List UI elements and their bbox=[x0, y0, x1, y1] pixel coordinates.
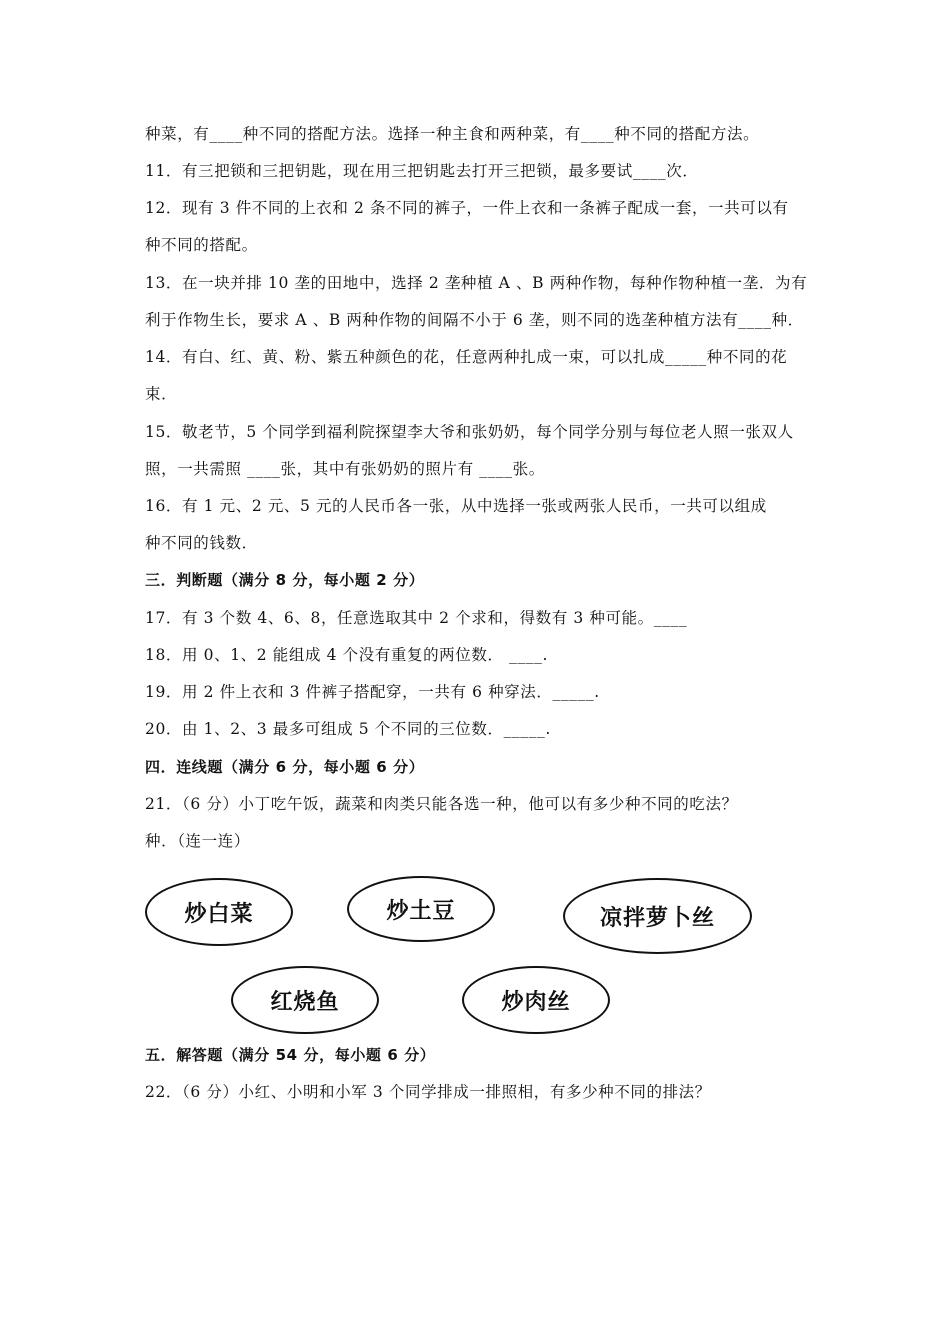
dish-oval-hongshao-yu[interactable]: 红烧鱼 bbox=[231, 966, 379, 1034]
question-21-cont: 种．（连一连） bbox=[145, 832, 250, 850]
question-16: 16．有 1 元、2 元、5 元的人民币各一张，从中选择一张或两张人民币，一共可以组成 bbox=[145, 497, 767, 515]
question-15-cont: 照，一共需照 ____张，其中有张奶奶的照片有 ____张。 bbox=[145, 460, 545, 478]
question-14: 14．有白、红、黄、粉、紫五种颜色的花，任意两种扎成一束，可以扎成_____种不同的花 bbox=[145, 348, 788, 366]
question-11: 11．有三把锁和三把钥匙，现在用三把钥匙去打开三把锁，最多要试____次． bbox=[145, 162, 699, 180]
question-19: 19．用 2 件上衣和 3 件裤子搭配穿，一共有 6 种穿法．_____. bbox=[145, 683, 600, 701]
question-12: 12．现有 3 件不同的上衣和 2 条不同的裤子，一件上衣和一条裤子配成一套，一共可以有 bbox=[145, 199, 789, 217]
dish-oval-chao-rousi[interactable]: 炒肉丝 bbox=[462, 966, 610, 1034]
dish-oval-chao-baicai[interactable]: 炒白菜 bbox=[145, 878, 293, 946]
question-18: 18．用 0、1、2 能组成 4 个没有重复的两位数． ____. bbox=[145, 646, 549, 664]
question-16-cont: 种不同的钱数． bbox=[145, 534, 258, 552]
dish-oval-liangban-luobosi[interactable]: 凉拌萝卜丝 bbox=[563, 878, 752, 954]
section-4-heading: 四．连线题（满分 6 分，每小题 6 分） bbox=[145, 758, 425, 776]
question-15: 15．敬老节，5 个同学到福利院探望李大爷和张奶奶，每个同学分别与每位老人照一张双人 bbox=[145, 423, 794, 441]
question-14-cont: 束． bbox=[145, 385, 178, 403]
question-20: 20．由 1、2、3 最多可组成 5 个不同的三位数．_____. bbox=[145, 720, 551, 738]
question-13: 13．在一块并排 10 垄的田地中，选择 2 垄种植 A 、B 两种作物，每种作物种植一垄．为有 bbox=[145, 274, 808, 292]
dish-oval-chao-tudou[interactable]: 炒土豆 bbox=[347, 876, 495, 942]
question-12-cont: 种不同的搭配。 bbox=[145, 236, 258, 254]
question-17: 17．有 3 个数 4、6、8，任意选取其中 2 个求和，得数有 3 种可能。____ bbox=[145, 609, 688, 627]
section-5-heading: 五．解答题（满分 54 分，每小题 6 分） bbox=[145, 1046, 436, 1064]
section-3-heading: 三．判断题（满分 8 分，每小题 2 分） bbox=[145, 571, 425, 589]
question-13-cont: 利于作物生长，要求 A 、B 两种作物的间隔不小于 6 垄，则不同的选垄种植方法有____种． bbox=[145, 311, 804, 329]
line-0: 种菜，有____种不同的搭配方法。选择一种主食和两种菜，有____种不同的搭配方法。 bbox=[145, 125, 760, 143]
question-22: 22．（6 分）小红、小明和小军 3 个同学排成一排照相，有多少种不同的排法？ bbox=[145, 1083, 711, 1101]
question-21: 21．（6 分）小丁吃午饭，蔬菜和肉类只能各选一种，他可以有多少种不同的吃法？ bbox=[145, 795, 738, 813]
